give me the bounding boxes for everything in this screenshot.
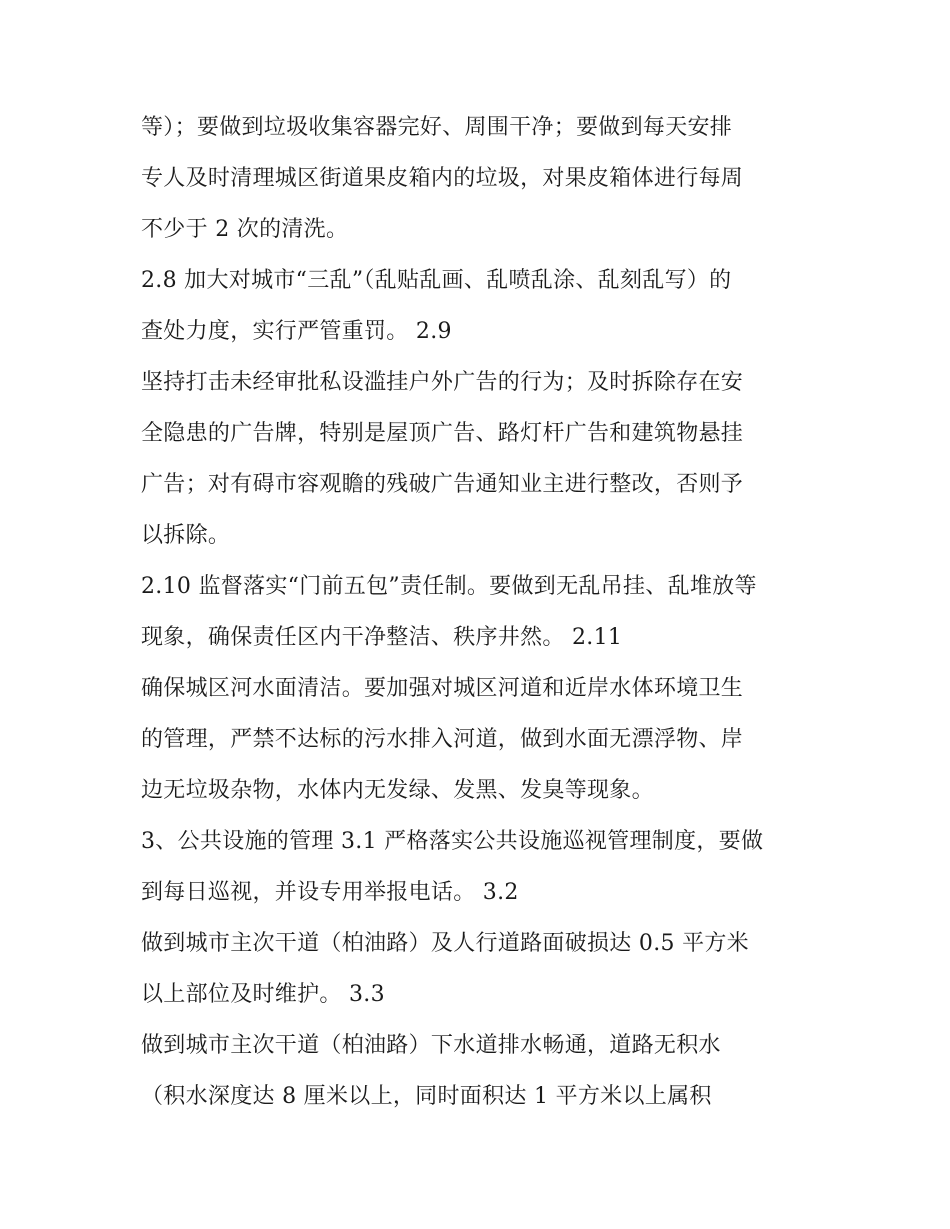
text-line: 以上部位及时维护。 3.3 xyxy=(141,982,385,1007)
text-line: 不少于 2 次的清洗。 xyxy=(141,217,349,242)
text-line: 做到城市主次干道（柏油路）下水道排水畅通，道路无积水 xyxy=(141,1033,721,1058)
text-line: 全隐患的广告牌，特别是屋顶广告、路灯杆广告和建筑物悬挂 xyxy=(141,421,744,446)
text-line: 做到城市主次干道（柏油路）及人行道路面破损达 0.5 平方米 xyxy=(141,931,749,956)
text-line: 的管理，严禁不达标的污水排入河道，做到水面无漂浮物、岸 xyxy=(141,727,744,752)
text-line: 到每日巡视，并设专用举报电话。 3.2 xyxy=(141,880,519,905)
text-line: 以拆除。 xyxy=(141,523,231,548)
text-line: 坚持打击未经审批私设滥挂户外广告的行为；及时拆除存在安 xyxy=(141,370,744,395)
text-line: 边无垃圾杂物，水体内无发绿、发黑、发臭等现象。 xyxy=(141,778,654,803)
text-line: 现象，确保责任区内干净整洁、秩序井然。 2.11 xyxy=(141,625,623,650)
text-line: 2.8 加大对城市“三乱”（乱贴乱画、乱喷乱涂、乱刻乱写）的 xyxy=(141,268,732,293)
text-line: （积水深度达 8 厘米以上，同时面积达 1 平方米以上属积 xyxy=(141,1084,712,1109)
text-line: 3、公共设施的管理 3.1 严格落实公共设施巡视管理制度，要做 xyxy=(141,829,764,854)
text-line: 2.10 监督落实“门前五包”责任制。要做到无乱吊挂、乱堆放等 xyxy=(141,574,757,599)
text-line: 查处力度，实行严管重罚。 2.9 xyxy=(141,319,452,344)
text-line: 专人及时清理城区街道果皮箱内的垃圾，对果皮箱体进行每周 xyxy=(141,166,744,191)
text-line: 确保城区河水面清洁。要加强对城区河道和近岸水体环境卫生 xyxy=(141,676,744,701)
text-line: 等）；要做到垃圾收集容器完好、周围干净；要做到每天安排 xyxy=(141,115,733,140)
text-line: 广告；对有碍市容观瞻的残破广告通知业主进行整改，否则予 xyxy=(141,472,744,497)
